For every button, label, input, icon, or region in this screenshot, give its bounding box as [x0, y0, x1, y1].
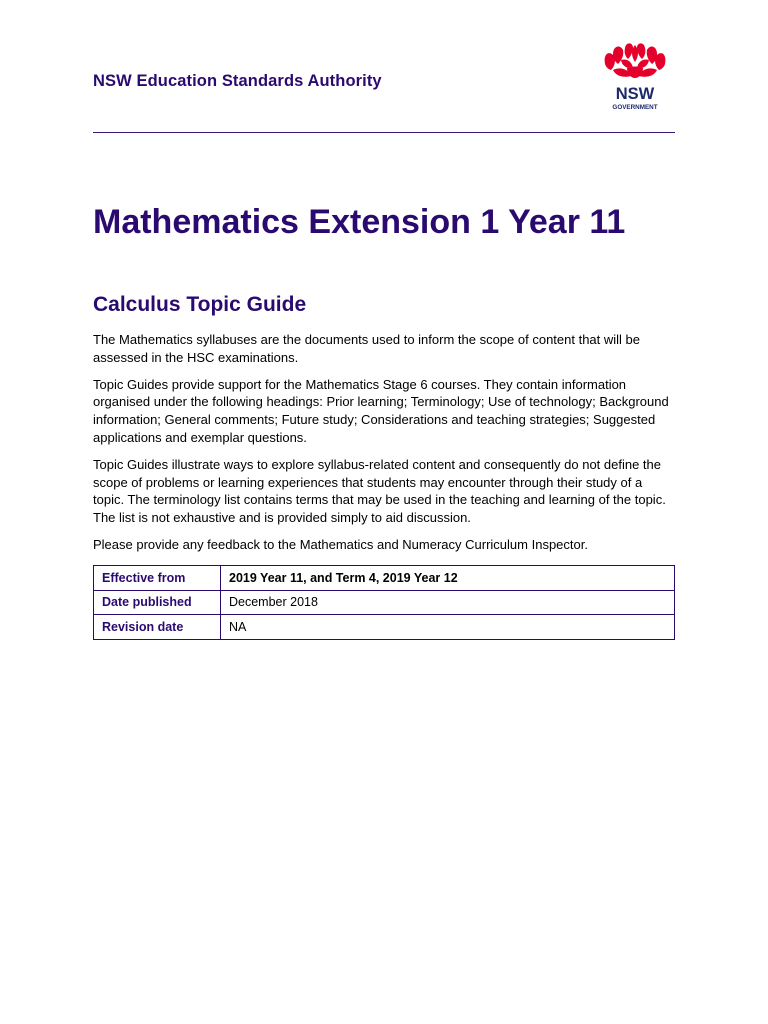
- revision-date-label: Revision date: [94, 615, 221, 640]
- paragraph: The Mathematics syllabuses are the documents used to inform the scope of content that will be assessed in the HSC examinations.: [93, 332, 641, 365]
- effective-from-value: 2019 Year 11, and Term 4, 2019 Year 12: [221, 566, 675, 591]
- paragraph: Topic Guides provide support for the Mathematics Stage 6 courses. They contain information organised under the following headings: Prior learning; Terminology; Use of technology; Background information; General comments; Future study; Considerations and teaching strategies; Suggested applications and exemplar questions.: [93, 376, 669, 445]
- introduction-text: [93, 331, 675, 563]
- effective-from-label: Effective from: [94, 566, 221, 591]
- government-wordmark: GOVERNMENT: [612, 104, 658, 111]
- document-page: [93, 0, 675, 634]
- document-info-table: [93, 565, 675, 640]
- page-header: [93, 0, 675, 133]
- paragraph: Please provide any feedback to the Mathematics and Numeracy Curriculum Inspector.: [93, 536, 588, 552]
- waratah-icon: [605, 43, 666, 78]
- nsw-wordmark: NSW: [615, 85, 655, 103]
- paragraph: Topic Guides illustrate ways to explore syllabus-related content and consequently do not define the scope of problems or learning experiences that students may encounter through their study of a topic. The terminology list contains terms that may be used in the teaching and learning of the topic. The list is not exhaustive and is provided simply to aid discussion.: [93, 456, 666, 526]
- date-published-label: Date published: [94, 590, 221, 615]
- date-published-value: December 2018: [221, 590, 675, 615]
- revision-date-value: NA: [221, 615, 675, 640]
- document-subtitle: Calculus Topic Guide: [93, 293, 307, 316]
- organisation-name: NSW Education Standards Authority: [93, 72, 382, 90]
- nsw-government-logo: [601, 42, 669, 112]
- document-title: Mathematics Extension 1 Year 11: [93, 203, 626, 241]
- table-row: [94, 566, 675, 591]
- table-row: [94, 615, 675, 640]
- table-row: [94, 590, 675, 615]
